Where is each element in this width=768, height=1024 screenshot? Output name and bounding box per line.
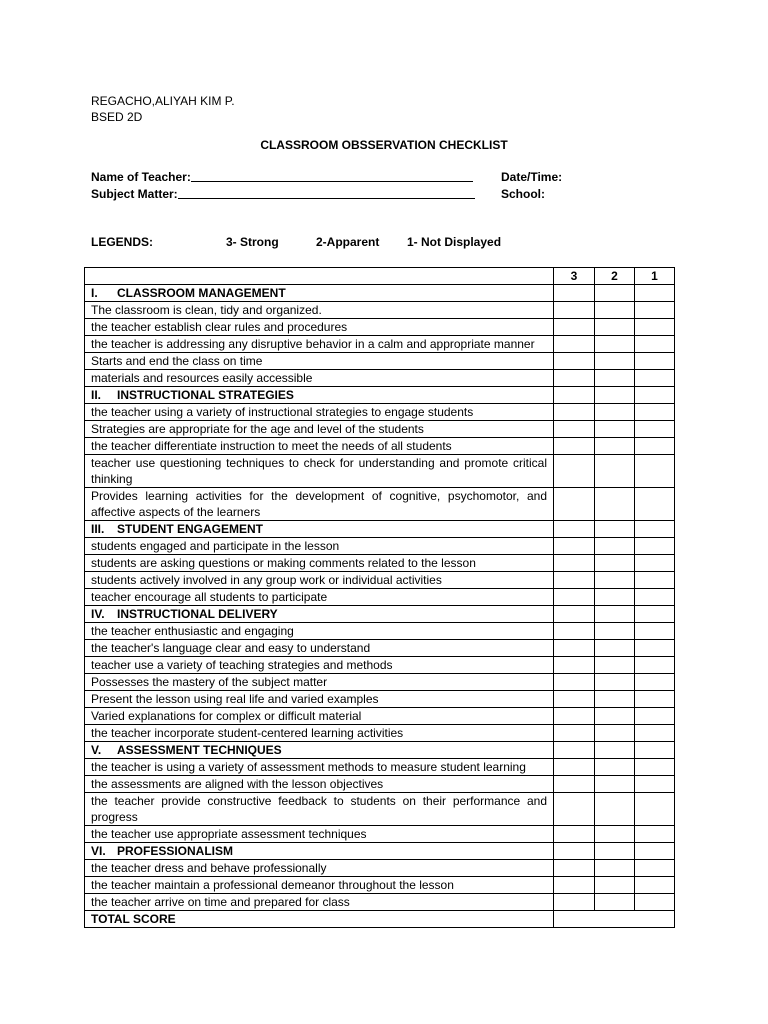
criterion-score-2-cell[interactable] <box>595 725 635 742</box>
criterion-score-2-cell[interactable] <box>595 555 635 572</box>
author-name: REGACHO,ALIYAH KIM P. <box>91 94 235 108</box>
criterion-score-3-cell[interactable] <box>554 657 595 674</box>
criterion-score-1-cell[interactable] <box>635 353 675 370</box>
date-time-label: Date/Time: <box>501 170 563 184</box>
criterion-text: materials and resources easily accessible <box>85 370 554 387</box>
criterion-score-1-cell[interactable] <box>635 572 675 589</box>
criterion-score-2-cell[interactable] <box>595 657 635 674</box>
section-score-2-cell[interactable] <box>595 742 635 759</box>
section-title-cell <box>85 843 554 860</box>
section-title: INSTRUCTIONAL STRATEGIES <box>117 388 294 402</box>
criterion-score-2-cell[interactable] <box>595 319 635 336</box>
criterion-score-2-cell[interactable] <box>595 894 635 911</box>
criterion-score-1-cell[interactable] <box>635 623 675 640</box>
criterion-score-1-cell[interactable] <box>635 438 675 455</box>
table-row <box>85 894 675 911</box>
section-score-1-cell[interactable] <box>635 521 675 538</box>
table-row <box>85 640 675 657</box>
criterion-score-3-cell[interactable] <box>554 353 595 370</box>
criterion-text: the teacher enthusiastic and engaging <box>85 623 554 640</box>
section-score-3-cell[interactable] <box>554 606 595 623</box>
section-header-row <box>85 843 675 860</box>
criterion-score-2-cell[interactable] <box>595 438 635 455</box>
table-row <box>85 759 675 776</box>
table-row <box>85 691 675 708</box>
criterion-score-1-cell[interactable] <box>635 404 675 421</box>
criterion-text: the teacher dress and behave professionally <box>85 860 554 877</box>
criterion-text: Strategies are appropriate for the age and level of the students <box>85 421 554 438</box>
section-title-cell <box>85 521 554 538</box>
criterion-score-3-cell[interactable] <box>554 302 595 319</box>
table-row <box>85 302 675 319</box>
criterion-score-3-cell[interactable] <box>554 776 595 793</box>
table-row <box>85 725 675 742</box>
criterion-score-2-cell[interactable] <box>595 674 635 691</box>
criterion-score-3-cell[interactable] <box>554 404 595 421</box>
criterion-text: teacher encourage all students to participate <box>85 589 554 606</box>
criterion-score-1-cell[interactable] <box>635 488 675 521</box>
criterion-text: the teacher provide constructive feedback to students on their performance and progress <box>85 793 554 826</box>
criterion-score-1-cell[interactable] <box>635 302 675 319</box>
table-row <box>85 336 675 353</box>
criterion-score-3-cell[interactable] <box>554 589 595 606</box>
subject-matter-label: Subject Matter: <box>91 187 178 201</box>
table-header-row <box>85 268 675 285</box>
criterion-score-2-cell[interactable] <box>595 302 635 319</box>
criterion-score-3-cell[interactable] <box>554 759 595 776</box>
section-number: VI. <box>91 844 106 858</box>
table-row <box>85 438 675 455</box>
criterion-text: the teacher's language clear and easy to understand <box>85 640 554 657</box>
section-score-1-cell[interactable] <box>635 285 675 302</box>
legend-not-displayed: 1- Not Displayed <box>407 235 502 249</box>
criterion-text: the teacher is using a variety of assessment methods to measure student learning <box>85 759 554 776</box>
criterion-score-3-cell[interactable] <box>554 826 595 843</box>
table-row <box>85 370 675 387</box>
criterion-text: the assessments are aligned with the lesson objectives <box>85 776 554 793</box>
table-row <box>85 657 675 674</box>
criterion-text: teacher use a variety of teaching strategies and methods <box>85 657 554 674</box>
criterion-score-2-cell[interactable] <box>595 404 635 421</box>
section-title-cell <box>85 285 554 302</box>
criterion-text: teacher use questioning techniques to check for understanding and promote critical thinking <box>85 455 554 488</box>
criterion-score-1-cell[interactable] <box>635 319 675 336</box>
criterion-score-2-cell[interactable] <box>595 538 635 555</box>
section-title-cell <box>85 606 554 623</box>
criterion-score-3-cell[interactable] <box>554 438 595 455</box>
author-section: BSED 2D <box>91 110 143 124</box>
criterion-score-1-cell[interactable] <box>635 793 675 826</box>
teacher-name-field <box>91 170 473 188</box>
table-row <box>85 488 675 521</box>
criterion-text: Varied explanations for complex or difficult material <box>85 708 554 725</box>
criterion-score-1-cell[interactable] <box>635 370 675 387</box>
criterion-score-1-cell[interactable] <box>635 708 675 725</box>
criterion-score-1-cell[interactable] <box>635 759 675 776</box>
criterion-score-3-cell[interactable] <box>554 623 595 640</box>
criterion-score-1-cell[interactable] <box>635 725 675 742</box>
section-header-row <box>85 606 675 623</box>
criterion-score-1-cell[interactable] <box>635 691 675 708</box>
criterion-score-3-cell[interactable] <box>554 674 595 691</box>
criterion-score-2-cell[interactable] <box>595 860 635 877</box>
section-score-1-cell[interactable] <box>635 843 675 860</box>
criterion-score-3-cell[interactable] <box>554 488 595 521</box>
criterion-score-3-cell[interactable] <box>554 725 595 742</box>
legends-label: LEGENDS: <box>91 235 154 249</box>
criterion-text: the teacher incorporate student-centered learning activities <box>85 725 554 742</box>
criterion-text: the teacher using a variety of instructional strategies to engage students <box>85 404 554 421</box>
criterion-score-1-cell[interactable] <box>635 555 675 572</box>
criterion-score-3-cell[interactable] <box>554 708 595 725</box>
legend-apparent: 2-Apparent <box>316 235 380 249</box>
section-score-3-cell[interactable] <box>554 742 595 759</box>
section-title: ASSESSMENT TECHNIQUES <box>117 743 282 757</box>
table-row <box>85 674 675 691</box>
criterion-score-3-cell[interactable] <box>554 860 595 877</box>
section-title: STUDENT ENGAGEMENT <box>117 522 264 536</box>
teacher-name-blank <box>191 181 473 182</box>
subject-matter-field <box>91 187 475 205</box>
table-row <box>85 793 675 826</box>
section-title-cell <box>85 387 554 404</box>
criterion-score-3-cell[interactable] <box>554 421 595 438</box>
section-score-3-cell[interactable] <box>554 843 595 860</box>
criterion-score-1-cell[interactable] <box>635 657 675 674</box>
criterion-score-2-cell[interactable] <box>595 589 635 606</box>
criterion-text: the teacher use appropriate assessment techniques <box>85 826 554 843</box>
section-score-2-cell[interactable] <box>595 521 635 538</box>
criterion-text: the teacher establish clear rules and procedures <box>85 319 554 336</box>
school-label: School: <box>501 187 545 201</box>
criterion-score-3-cell[interactable] <box>554 319 595 336</box>
criterion-score-2-cell[interactable] <box>595 455 635 488</box>
legend-strong: 3- Strong <box>226 235 279 249</box>
criterion-score-1-cell[interactable] <box>635 421 675 438</box>
criterion-text: students engaged and participate in the lesson <box>85 538 554 555</box>
criterion-score-3-cell[interactable] <box>554 640 595 657</box>
criterion-score-2-cell[interactable] <box>595 826 635 843</box>
section-title: PROFESSIONALISM <box>117 844 234 858</box>
table-row <box>85 826 675 843</box>
section-score-2-cell[interactable] <box>595 606 635 623</box>
teacher-name-label: Name of Teacher: <box>91 170 191 184</box>
section-title-cell <box>85 742 554 759</box>
criterion-text: The classroom is clean, tidy and organized. <box>85 302 554 319</box>
section-score-3-cell[interactable] <box>554 285 595 302</box>
criterion-text: Present the lesson using real life and varied examples <box>85 691 554 708</box>
table-row <box>85 708 675 725</box>
criterion-score-3-cell[interactable] <box>554 877 595 894</box>
section-score-1-cell[interactable] <box>635 606 675 623</box>
criterion-score-2-cell[interactable] <box>595 691 635 708</box>
subject-matter-blank <box>178 198 475 199</box>
criterion-text: students actively involved in any group work or individual activities <box>85 572 554 589</box>
criterion-score-3-cell[interactable] <box>554 555 595 572</box>
criterion-score-2-cell[interactable] <box>595 640 635 657</box>
criterion-score-1-cell[interactable] <box>635 589 675 606</box>
criterion-score-2-cell[interactable] <box>595 572 635 589</box>
table-row <box>85 455 675 488</box>
section-score-3-cell[interactable] <box>554 521 595 538</box>
criterion-text: Possesses the mastery of the subject matter <box>85 674 554 691</box>
criterion-score-3-cell[interactable] <box>554 455 595 488</box>
criterion-text: Starts and end the class on time <box>85 353 554 370</box>
section-header-row <box>85 742 675 759</box>
criterion-score-2-cell[interactable] <box>595 370 635 387</box>
criterion-score-1-cell[interactable] <box>635 336 675 353</box>
table-row <box>85 421 675 438</box>
section-header-row <box>85 387 675 404</box>
table-row <box>85 776 675 793</box>
criterion-score-1-cell[interactable] <box>635 455 675 488</box>
criterion-score-2-cell[interactable] <box>595 353 635 370</box>
section-header-row <box>85 521 675 538</box>
section-title: INSTRUCTIONAL DELIVERY <box>117 607 278 621</box>
criterion-score-2-cell[interactable] <box>595 708 635 725</box>
criterion-score-3-cell[interactable] <box>554 336 595 353</box>
criterion-score-1-cell[interactable] <box>635 894 675 911</box>
section-number: I. <box>91 286 98 300</box>
table-row <box>85 319 675 336</box>
criterion-score-3-cell[interactable] <box>554 691 595 708</box>
criterion-text: the teacher is addressing any disruptive behavior in a calm and appropriate manner <box>85 336 554 353</box>
criterion-score-3-cell[interactable] <box>554 538 595 555</box>
table-row <box>85 538 675 555</box>
criterion-score-2-cell[interactable] <box>595 623 635 640</box>
criterion-score-1-cell[interactable] <box>635 860 675 877</box>
criterion-score-2-cell[interactable] <box>595 877 635 894</box>
criterion-score-2-cell[interactable] <box>595 336 635 353</box>
author-block <box>91 93 235 125</box>
section-header-row <box>85 285 675 302</box>
score-header-3: 3 <box>554 268 595 285</box>
section-score-1-cell[interactable] <box>635 742 675 759</box>
table-row <box>85 589 675 606</box>
total-score-cell[interactable] <box>554 911 675 928</box>
section-score-1-cell[interactable] <box>635 387 675 404</box>
criterion-score-1-cell[interactable] <box>635 640 675 657</box>
observation-checklist-table <box>84 267 675 928</box>
criterion-score-3-cell[interactable] <box>554 370 595 387</box>
criterion-score-2-cell[interactable] <box>595 793 635 826</box>
criterion-score-1-cell[interactable] <box>635 674 675 691</box>
score-header-1: 1 <box>635 268 675 285</box>
criterion-text: students are asking questions or making comments related to the lesson <box>85 555 554 572</box>
criterion-score-1-cell[interactable] <box>635 538 675 555</box>
section-number: V. <box>91 743 102 757</box>
section-score-3-cell[interactable] <box>554 387 595 404</box>
total-score-label: TOTAL SCORE <box>85 911 554 928</box>
total-score-row <box>85 911 675 928</box>
criterion-score-3-cell[interactable] <box>554 894 595 911</box>
criterion-score-2-cell[interactable] <box>595 421 635 438</box>
criterion-score-2-cell[interactable] <box>595 488 635 521</box>
section-score-2-cell[interactable] <box>595 843 635 860</box>
section-score-2-cell[interactable] <box>595 387 635 404</box>
criterion-score-3-cell[interactable] <box>554 793 595 826</box>
criterion-text: Provides learning activities for the development of cognitive, psychomotor, and affective aspects of the learners <box>85 488 554 521</box>
criterion-score-1-cell[interactable] <box>635 877 675 894</box>
section-number: III. <box>91 522 105 536</box>
section-score-2-cell[interactable] <box>595 285 635 302</box>
criterion-text: the teacher maintain a professional demeanor throughout the lesson <box>85 877 554 894</box>
criterion-score-1-cell[interactable] <box>635 826 675 843</box>
criterion-score-2-cell[interactable] <box>595 776 635 793</box>
score-header-2: 2 <box>595 268 635 285</box>
table-row <box>85 877 675 894</box>
table-row <box>85 860 675 877</box>
criterion-text: the teacher differentiate instruction to meet the needs of all students <box>85 438 554 455</box>
criterion-score-3-cell[interactable] <box>554 572 595 589</box>
table-row <box>85 572 675 589</box>
table-row <box>85 623 675 640</box>
table-row <box>85 555 675 572</box>
page-title: CLASSROOM OBSSERVATION CHECKLIST <box>260 138 508 152</box>
table-row <box>85 353 675 370</box>
table-row <box>85 404 675 421</box>
criterion-score-2-cell[interactable] <box>595 759 635 776</box>
section-number: II. <box>91 388 102 402</box>
section-title: CLASSROOM MANAGEMENT <box>117 286 286 300</box>
section-number: IV. <box>91 607 105 621</box>
criteria-header-cell <box>85 268 554 285</box>
criterion-text: the teacher arrive on time and prepared for class <box>85 894 554 911</box>
criterion-score-1-cell[interactable] <box>635 776 675 793</box>
